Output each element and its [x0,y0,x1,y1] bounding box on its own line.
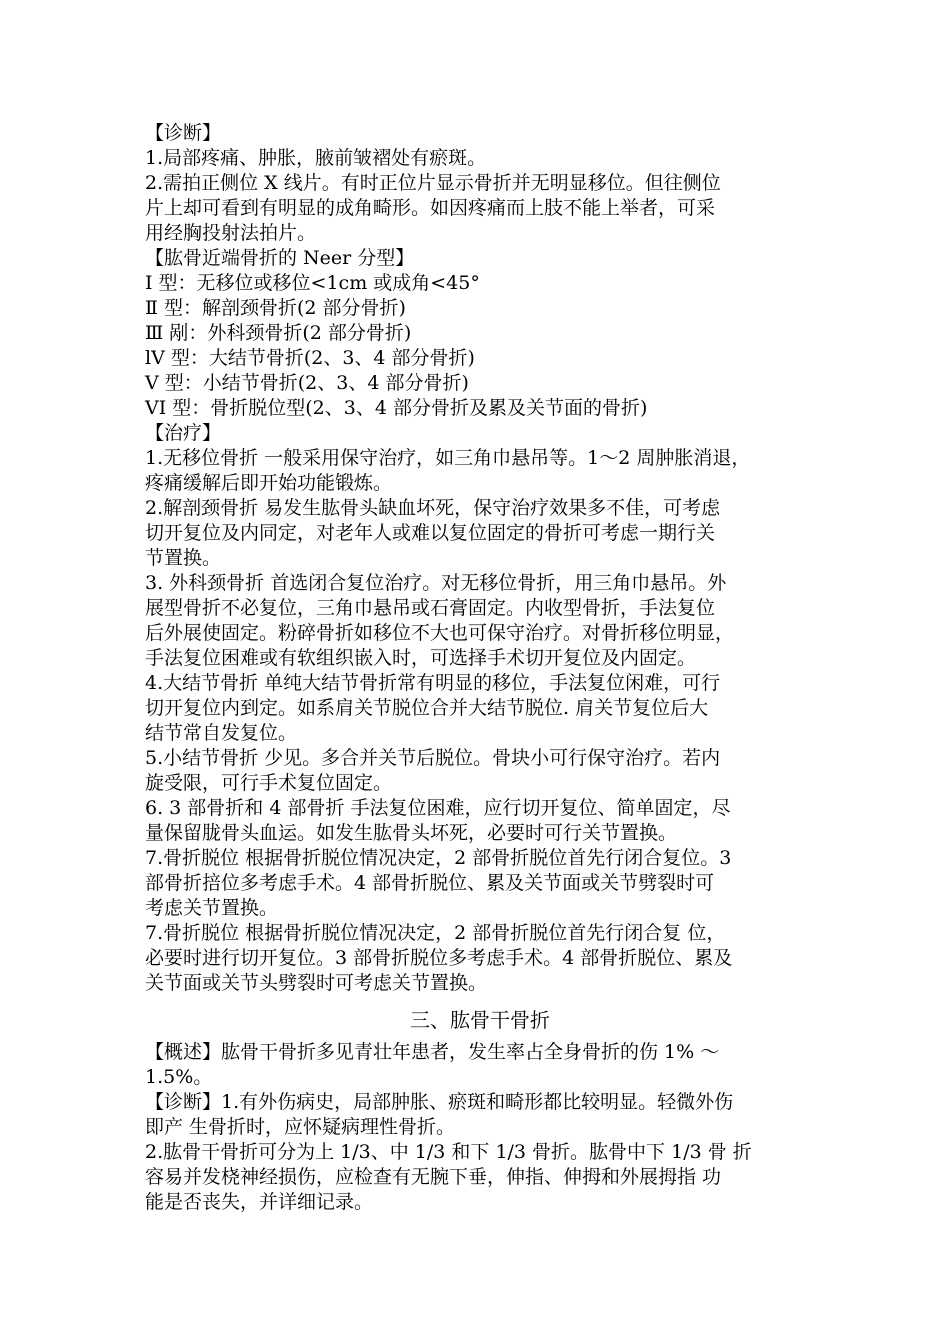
section-3-title: 三、肱骨干骨折 [410,1008,550,1032]
treatment-3-line-2: 展型骨折不必复位，三角巾悬吊或石膏固定。内收型骨折，手法复位 [145,597,716,619]
treatment-8-line-1: 7.骨折脱位 根据骨折脱位情况决定，2 部骨折脱位首先行闭合复 位， [145,922,726,944]
diagnosis-item-1: 1.局部疼痛、肿胀，腋前皱褶处有瘀斑。 [145,147,487,169]
treatment-4-line-3: 结节常自发复位。 [145,722,298,744]
diagnosis-header: 【诊断】 [145,122,222,144]
neer-header: 【肱骨近端骨折的 Neer 分型】 [145,247,415,269]
overview-line-2: 1.5%。 [145,1066,213,1088]
treatment-3-line-1: 3. 外科颈骨折 首选闭合复位治疗。对无移位骨折，用三角巾悬吊。外 [145,572,727,594]
section-3-diagnosis-2-line-3: 能是否丧失，并详细记录。 [145,1191,374,1213]
neer-type-4: lV 型：大结节骨折(2、3、4 部分骨折) [145,347,475,369]
section-3-diagnosis-2-line-1: 2.肱骨干骨折可分为上 1/3、中 1/3 和下 1/3 骨折。肱骨中下 1/3 骨 折 [145,1141,752,1163]
treatment-7-line-1: 7.骨折脱位 根据骨折脱位情况决定，2 部骨折脱位首先行闭合复位。3 [145,847,732,869]
treatment-3-line-4: 手法复位困难或有软组织嵌入时，可选择手术切开复位及内固定。 [145,647,697,669]
treatment-6-line-2: 量保留胧骨头血运。如发生肱骨头坏死，必要时可行关节置换。 [145,822,678,844]
treatment-4-line-2: 切开复位内到定。如系肩关节脱位合并大结节脱位. 肩关节复位后大 [145,697,709,719]
treatment-2-line-2: 切开复位及内同定，对老年人或难以复位固定的骨折可考虑一期行关 [145,522,716,544]
treatment-7-line-3: 考虑关节置换。 [145,897,279,919]
neer-type-2: Ⅱ 型：解剖颈骨折(2 部分骨折) [145,297,406,319]
treatment-4-line-1: 4.大结节骨折 单纯大结节骨折常有明显的移位，手法复位闲难，可行 [145,672,721,694]
diagnosis-item-2-line-1: 2.需拍正侧位 X 线片。有时正位片显示骨折并无明显移位。但往侧位 [145,172,721,194]
treatment-2-line-1: 2.解剖颈骨折 易发生肱骨头缺血坏死，保守治疗效果多不佳，可考虑 [145,497,721,519]
section-3-diagnosis-line-1: 【诊断】1.有外伤病史，局部肿胀、瘀斑和畸形都比较明显。轻微外伤 [145,1091,734,1113]
treatment-header: 【治疗】 [145,422,222,444]
diagnosis-item-2-line-3: 用经胸投射法拍片。 [145,222,317,244]
treatment-2-line-3: 节置换。 [145,547,222,569]
treatment-5-line-2: 旋受限，可行手术复位固定。 [145,772,393,794]
treatment-5-line-1: 5.小结节骨折 少见。多合并关节后脱位。骨块小可行保守治疗。若内 [145,747,721,769]
section-3-diagnosis-line-2: 即产 生骨折时，应怀疑病理性骨折。 [145,1116,456,1138]
treatment-1-line-1: 1.无移位骨折 一般采用保守治疗，如三角巾悬吊等。1～2 周肿胀消退， [145,447,751,469]
treatment-6-line-1: 6. 3 部骨折和 4 部骨折 手法复位困难，应行切开复位、简单固定，尽 [145,797,731,819]
diagnosis-item-2-line-2: 片上却可看到有明显的成角畸形。如因疼痛而上肢不能上举者，可采 [145,197,716,219]
neer-type-5: V 型：小结节骨折(2、3、4 部分骨折) [145,372,469,394]
treatment-8-line-2: 必要时进行切开复位。3 部骨折脱位多考虑手术。4 部骨折脱位、累及 [145,947,733,969]
treatment-1-line-2: 疼痛缓解后即开始功能锻炼。 [145,472,393,494]
neer-type-1: I 型：无移位或移位<1cm 或成角<45° [145,272,480,294]
treatment-8-line-3: 关节面或关节头劈裂时可考虑关节置换。 [145,972,488,994]
neer-type-3: Ⅲ 剐：外科颈骨折(2 部分骨折) [145,322,412,344]
treatment-7-line-2: 部骨折掊位多考虑手术。4 部骨折脱位、累及关节面或关节劈裂时可 [145,872,715,894]
neer-type-6: VI 型：骨折脱位型(2、3、4 部分骨折及累及关节面的骨折) [145,397,648,419]
document-page [145,121,815,1215]
section-3-diagnosis-2-line-2: 容易并发桡神经损伤，应检查有无腕下垂，伸指、伸拇和外展拇指 功 [145,1166,722,1188]
overview-line-1: 【概述】肱骨干骨折多见青壮年患者，发生率占全身骨折的伤 1% ～ [145,1041,720,1063]
treatment-3-line-3: 后外展使固定。粉碎骨折如移位不大也可保守治疗。对骨折移位明显， [145,622,735,644]
